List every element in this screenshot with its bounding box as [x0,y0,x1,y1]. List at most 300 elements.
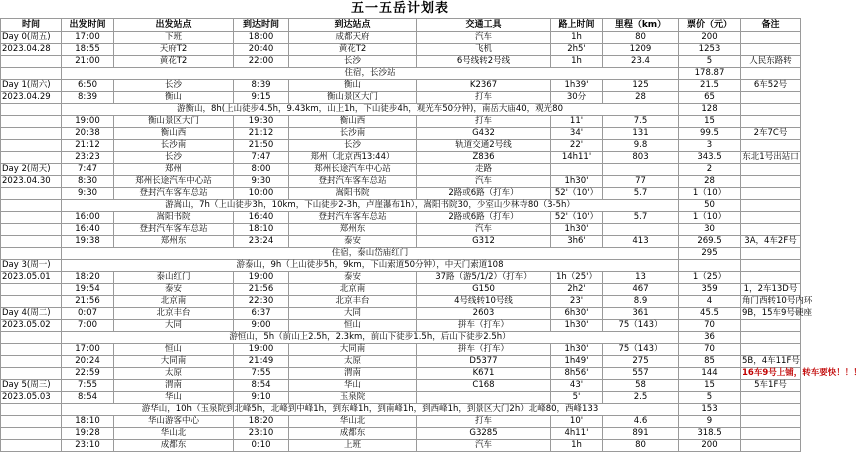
table-cell[interactable] [741,92,801,104]
table-cell[interactable]: 太原 [289,356,417,368]
header-cell[interactable]: 出发站点 [114,19,234,32]
table-cell[interactable] [1,296,62,308]
table-cell[interactable]: 1h [551,56,603,68]
table-cell[interactable]: 21:00 [62,56,114,68]
table-cell[interactable]: 2路或6路（打车） [417,212,551,224]
table-cell[interactable]: 14h11' [551,152,603,164]
table-cell[interactable]: 大同南 [114,356,234,368]
table-cell[interactable]: 郑州长途汽车中心站 [289,164,417,176]
table-cell[interactable]: 22:00 [234,56,289,68]
table-cell[interactable]: 19:00 [234,272,289,284]
table-cell[interactable]: Day 3(周一) [1,260,62,272]
table-cell[interactable]: Day 4(周二) [1,308,62,320]
table-cell[interactable]: 登封汽车客车总站 [114,188,234,200]
table-cell[interactable]: 1209 [603,44,679,56]
table-cell[interactable]: 角门西转10号内环 [742,296,813,306]
table-cell[interactable] [1,224,62,236]
table-cell[interactable]: 77 [603,176,679,188]
table-cell[interactable] [741,188,801,200]
table-cell[interactable] [741,224,801,236]
table-cell[interactable]: 飞机 [417,44,551,56]
table-cell[interactable]: 7:55 [62,380,114,392]
table-cell[interactable]: 21:12 [62,140,114,152]
table-cell[interactable]: 30分 [551,92,603,104]
table-cell[interactable]: 上班 [289,440,417,452]
table-cell[interactable] [1,128,62,140]
table-cell[interactable]: 1h30' [551,344,603,356]
table-cell[interactable]: 2路或6路（打车） [417,188,551,200]
table-cell[interactable]: 16:40 [234,212,289,224]
table-cell[interactable]: 58 [603,380,679,392]
table-cell[interactable]: Z836 [417,152,551,164]
table-cell[interactable]: 2h5' [551,44,603,56]
table-cell[interactable]: 衡山景区大门 [114,116,234,128]
table-cell[interactable] [741,140,801,152]
table-cell[interactable]: 19:54 [62,284,114,296]
table-cell[interactable] [1,152,62,164]
table-cell[interactable]: 23:24 [234,236,289,248]
table-cell[interactable]: 131 [603,128,679,140]
table-cell[interactable]: 2.5 [603,392,679,404]
table-cell[interactable]: 1（10） [679,212,741,224]
table-cell[interactable]: 5 [679,56,741,68]
table-cell[interactable] [417,392,551,404]
table-cell[interactable]: 80 [603,32,679,44]
table-cell[interactable] [1,56,62,68]
table-cell[interactable]: 70 [679,320,741,332]
table-cell[interactable]: 153 [679,404,741,416]
table-cell[interactable]: 7:47 [234,152,289,164]
table-cell[interactable]: 人民东路转 [741,56,801,68]
table-cell[interactable] [603,224,679,236]
table-cell[interactable]: 23:23 [62,152,114,164]
table-cell[interactable]: 5.7 [603,188,679,200]
table-cell[interactable]: 36 [679,332,741,344]
table-cell[interactable]: 1h [551,32,603,44]
table-cell[interactable] [1,104,62,116]
table-cell[interactable]: 登封汽车客车总站 [289,212,417,224]
table-cell[interactable]: 18:55 [62,44,114,56]
table-cell[interactable]: 7:00 [62,320,114,332]
table-cell[interactable]: 19:00 [234,344,289,356]
table-cell[interactable]: 2603 [417,308,551,320]
table-cell[interactable] [603,164,679,176]
table-cell[interactable] [741,272,801,284]
header-cell[interactable]: 票价（元） [679,19,741,32]
table-cell[interactable]: D5377 [417,356,551,368]
table-cell[interactable]: 长沙 [289,56,417,68]
table-cell[interactable]: 0:07 [62,308,114,320]
table-cell[interactable]: G432 [417,128,551,140]
table-cell[interactable]: 52'（10'） [551,188,603,200]
table-cell[interactable]: 4号线转10号线 [417,296,551,308]
table-cell[interactable]: 20:24 [62,356,114,368]
table-cell[interactable]: 2023.04.30 [1,176,62,188]
table-cell[interactable]: G150 [417,284,551,296]
table-cell[interactable]: 郑州东 [289,224,417,236]
header-cell[interactable]: 里程（km） [603,19,679,32]
table-cell[interactable]: K2367 [417,80,551,92]
table-cell[interactable] [741,32,801,44]
table-cell[interactable]: 成都天府 [289,32,417,44]
table-cell[interactable]: 128 [679,104,741,116]
table-cell[interactable]: 玉泉院 [289,392,417,404]
table-cell[interactable]: 20:40 [234,44,289,56]
table-cell[interactable]: 泰山红门 [114,272,234,284]
table-cell[interactable]: 1h39' [551,80,603,92]
table-cell[interactable]: 467 [603,284,679,296]
table-cell[interactable]: 9.8 [603,140,679,152]
table-cell[interactable]: 走路 [417,164,551,176]
table-cell[interactable]: 5.7 [603,212,679,224]
table-cell[interactable]: 22:30 [234,296,289,308]
table-cell[interactable]: 6h30' [551,308,603,320]
merged-cell[interactable]: 游恒山，5h（前山上2.5h，2.3km，前山下徒步1.5h，后山下徒步2.5h） [62,332,679,344]
table-cell[interactable]: 9:15 [234,92,289,104]
table-cell[interactable]: 22' [551,140,603,152]
table-cell[interactable]: 9:30 [234,176,289,188]
merged-cell[interactable]: 住宿，长沙站 [62,68,679,80]
table-cell[interactable] [1,68,62,80]
table-cell[interactable]: 黄花T2 [289,44,417,56]
table-cell[interactable]: C168 [417,380,551,392]
table-cell[interactable]: 23.4 [603,56,679,68]
table-cell[interactable]: 85 [679,356,741,368]
table-cell[interactable] [741,344,801,356]
table-cell[interactable]: 269.5 [679,236,741,248]
table-cell[interactable]: 8:39 [62,92,114,104]
table-cell[interactable]: 20:38 [62,128,114,140]
table-cell[interactable]: 70 [679,344,741,356]
table-cell[interactable]: 3 [679,140,741,152]
header-cell[interactable]: 到达时间 [234,19,289,32]
table-cell[interactable]: 恒山 [114,344,234,356]
table-cell[interactable]: 郑州东 [114,236,234,248]
table-cell[interactable]: 22:59 [62,368,114,380]
table-cell[interactable] [741,392,801,404]
table-cell[interactable] [741,320,801,332]
table-cell[interactable]: 5车1F号 [741,380,801,392]
table-cell[interactable]: 渭南 [289,368,417,380]
table-cell[interactable]: 打车 [417,416,551,428]
table-cell[interactable]: 1h（25'） [551,272,603,284]
table-cell[interactable] [1,440,62,452]
table-cell[interactable]: 7:47 [62,164,114,176]
table-cell[interactable] [741,248,801,260]
table-cell[interactable]: 23:10 [62,440,114,452]
table-cell[interactable]: 18:10 [62,416,114,428]
table-cell[interactable] [1,284,62,296]
table-cell[interactable]: 汽车 [417,32,551,44]
table-cell[interactable]: 1h49' [551,356,603,368]
table-cell[interactable] [1,236,62,248]
table-cell[interactable]: 125 [603,80,679,92]
table-cell[interactable]: 28 [603,92,679,104]
table-cell[interactable]: 泰安 [289,236,417,248]
table-cell[interactable] [741,428,801,440]
table-cell[interactable]: 200 [679,32,741,44]
table-cell[interactable]: 1（10） [679,188,741,200]
table-cell[interactable] [551,164,603,176]
table-cell[interactable]: 19:28 [62,428,114,440]
table-cell[interactable]: 295 [679,248,741,260]
table-cell[interactable]: 9 [679,416,741,428]
table-cell[interactable]: 1（25） [679,272,741,284]
table-cell[interactable]: K671 [417,368,551,380]
table-cell[interactable]: 5B，4车11F号 [742,356,800,366]
table-cell[interactable]: 5' [551,392,603,404]
table-cell[interactable]: 1h30' [551,224,603,236]
table-cell[interactable] [1,332,62,344]
table-cell[interactable]: 渭南 [114,380,234,392]
table-cell[interactable]: 8:39 [234,80,289,92]
table-cell[interactable]: 34' [551,128,603,140]
header-cell[interactable]: 交通工具 [417,19,551,32]
merged-cell[interactable]: 住宿，泰山岱庙红门 [62,248,679,260]
table-cell[interactable]: 3h6' [551,236,603,248]
table-cell[interactable]: 19:38 [62,236,114,248]
table-cell[interactable]: 华山北 [289,416,417,428]
table-cell[interactable]: 343.5 [679,152,741,164]
table-cell[interactable]: 大同 [289,308,417,320]
table-cell[interactable]: 15 [679,116,741,128]
table-cell[interactable] [741,200,801,212]
table-cell[interactable]: 北京丰台 [114,308,234,320]
table-cell[interactable]: 13 [603,272,679,284]
table-cell[interactable]: 长沙 [289,140,417,152]
table-cell[interactable]: 21:56 [234,284,289,296]
table-cell[interactable]: 打车 [417,92,551,104]
table-cell[interactable]: 557 [603,368,679,380]
table-cell[interactable] [1,140,62,152]
table-cell[interactable]: 郑州（北京西13:44） [289,152,417,164]
table-cell[interactable]: 45.5 [679,308,741,320]
table-cell[interactable]: 轨道交通2号线 [417,140,551,152]
table-cell[interactable] [741,164,801,176]
table-cell[interactable]: 8:54 [234,380,289,392]
table-cell[interactable]: 4h11' [551,428,603,440]
table-cell[interactable] [1,188,62,200]
table-cell[interactable]: 郑州 [114,164,234,176]
table-cell[interactable] [741,68,801,80]
table-cell[interactable]: 郑州长途汽车中心站 [114,176,234,188]
table-cell[interactable]: 太原 [114,368,234,380]
table-cell[interactable]: 2023.05.02 [1,320,62,332]
table-cell[interactable]: 18:10 [234,224,289,236]
table-cell[interactable] [741,116,801,128]
table-cell[interactable]: 18:20 [62,272,114,284]
table-cell[interactable]: 登封汽车客车总站 [289,176,417,188]
header-cell[interactable]: 路上时间 [551,19,603,32]
header-cell[interactable]: 时间 [1,19,62,32]
table-cell[interactable]: 打车 [417,116,551,128]
table-cell[interactable]: 75（143） [603,344,679,356]
table-cell[interactable]: 2023.05.03 [1,392,62,404]
table-cell[interactable] [741,104,801,116]
table-cell[interactable] [1,212,62,224]
table-cell[interactable]: 大同南 [289,344,417,356]
table-cell[interactable]: 成都东 [114,440,234,452]
table-cell[interactable]: 9:30 [62,188,114,200]
table-cell[interactable]: 天府T2 [114,44,234,56]
table-cell[interactable]: 80 [603,440,679,452]
merged-cell[interactable]: 游华山，10h（玉泉院到北峰5h，北峰到中峰1h，到东峰1h，到南峰1h，到西峰1h，到景区大门2h）北峰80，西峰133 [62,404,679,416]
table-cell[interactable] [1,116,62,128]
table-cell[interactable]: 6车52号 [741,80,801,92]
table-cell[interactable]: 泰安 [289,272,417,284]
table-cell[interactable] [741,332,801,344]
table-cell[interactable]: 泰安 [114,284,234,296]
table-cell[interactable]: 长沙 [114,152,234,164]
table-cell[interactable] [741,404,801,416]
table-cell[interactable]: 嵩阳书院 [114,212,234,224]
header-cell[interactable]: 到达站点 [289,19,417,32]
table-cell[interactable] [1,404,62,416]
table-cell[interactable]: 3A，4车2F号 [741,236,801,248]
table-cell[interactable]: 下班 [114,32,234,44]
table-cell[interactable]: 汽车 [417,176,551,188]
table-cell[interactable]: 华山游客中心 [114,416,234,428]
table-cell[interactable] [741,440,801,452]
table-cell[interactable]: 1253 [679,44,741,56]
table-cell[interactable] [1,368,62,380]
table-cell[interactable]: 北京南 [289,284,417,296]
table-cell[interactable] [741,260,801,272]
table-cell[interactable]: 19:00 [62,116,114,128]
table-cell[interactable]: G312 [417,236,551,248]
table-cell[interactable]: 7:55 [234,368,289,380]
table-cell[interactable]: 359 [679,284,741,296]
table-cell[interactable]: 华山 [289,380,417,392]
table-cell[interactable]: 803 [603,152,679,164]
table-cell[interactable] [741,176,801,188]
table-cell[interactable]: 1h30' [551,176,603,188]
table-cell[interactable] [1,344,62,356]
table-cell[interactable] [1,428,62,440]
table-cell[interactable]: 17:00 [62,344,114,356]
table-cell[interactable]: 9B，15车9号硬座 [742,308,812,318]
table-cell[interactable]: 52'（10'） [551,212,603,224]
table-cell[interactable]: 2h2' [551,284,603,296]
table-cell[interactable]: 178.87 [679,68,741,80]
table-cell[interactable]: 21:56 [62,296,114,308]
table-cell[interactable]: 16:40 [62,224,114,236]
table-cell[interactable]: 8h56' [551,368,603,380]
table-cell[interactable]: 275 [603,356,679,368]
table-cell[interactable]: 9:00 [234,320,289,332]
table-cell[interactable]: 30 [679,224,741,236]
table-cell[interactable]: 大同 [114,320,234,332]
table-cell[interactable] [679,260,741,272]
table-cell[interactable]: 21:49 [234,356,289,368]
header-cell[interactable]: 出发时间 [62,19,114,32]
table-cell[interactable]: 43' [551,380,603,392]
table-cell[interactable]: 衡山西 [289,116,417,128]
table-cell[interactable]: 4.6 [603,416,679,428]
table-cell[interactable]: 黄花T2 [114,56,234,68]
table-cell[interactable] [1,416,62,428]
table-cell[interactable]: 长沙南 [289,128,417,140]
table-cell[interactable]: 1h30' [551,320,603,332]
table-cell[interactable]: 11' [551,116,603,128]
table-cell[interactable]: 200 [679,440,741,452]
table-cell[interactable] [1,248,62,260]
table-cell[interactable]: 衡山景区大门 [289,92,417,104]
table-cell[interactable]: 17:00 [62,32,114,44]
table-cell[interactable]: Day 5(周三) [1,380,62,392]
table-cell[interactable]: 东北1号出站口 [742,152,799,162]
table-cell[interactable]: 拼车（打车） [417,344,551,356]
table-cell[interactable]: 75（143） [603,320,679,332]
table-cell[interactable]: 1h [551,440,603,452]
table-cell[interactable]: 144 [679,368,741,380]
table-cell[interactable]: G3285 [417,428,551,440]
table-cell[interactable]: 8.9 [603,296,679,308]
table-cell[interactable]: 1，2车13D号 [741,284,801,296]
table-cell[interactable]: 318.5 [679,428,741,440]
table-cell[interactable]: 登封汽车客车总站 [114,224,234,236]
table-cell[interactable]: 华山北 [114,428,234,440]
table-cell[interactable]: 21:50 [234,140,289,152]
table-cell[interactable]: 长沙南 [114,140,234,152]
table-cell[interactable]: 15 [679,380,741,392]
table-cell[interactable]: 10' [551,416,603,428]
table-cell[interactable]: 恒山 [289,320,417,332]
table-cell[interactable]: 361 [603,308,679,320]
table-cell[interactable]: 21:12 [234,128,289,140]
table-cell[interactable]: 9:10 [234,392,289,404]
table-cell[interactable]: 65 [679,92,741,104]
table-cell[interactable]: 2023.05.01 [1,272,62,284]
table-cell[interactable]: 汽车 [417,224,551,236]
table-cell[interactable]: 成都东 [289,428,417,440]
table-cell[interactable]: 嵩阳书院 [289,188,417,200]
table-cell[interactable]: 5 [679,392,741,404]
table-cell[interactable]: 891 [603,428,679,440]
table-cell[interactable]: Day 1(周六) [1,80,62,92]
table-cell[interactable]: 6号线转2号线 [417,56,551,68]
table-cell[interactable]: 2023.04.29 [1,92,62,104]
header-cell[interactable]: 备注 [741,19,801,32]
table-cell[interactable]: 汽车 [417,440,551,452]
table-cell[interactable]: 2 [679,164,741,176]
table-cell[interactable]: 8:00 [234,164,289,176]
table-cell[interactable]: 华山 [114,392,234,404]
table-cell[interactable]: 18:00 [234,32,289,44]
table-cell[interactable] [741,416,801,428]
table-cell[interactable]: 99.5 [679,128,741,140]
table-cell[interactable]: 8:54 [62,392,114,404]
table-cell[interactable]: 23:10 [234,428,289,440]
table-cell[interactable]: 413 [603,236,679,248]
table-cell[interactable]: 23' [551,296,603,308]
table-cell[interactable]: 拼车（打车） [417,320,551,332]
merged-cell[interactable]: 游衡山，8h(上山徒步4.5h，9.43km，山上1h，下山徒步4h，观光车50分钟)，南岳大庙40，观光80 [62,104,679,116]
table-cell[interactable]: 21.5 [679,80,741,92]
table-cell[interactable]: 0:10 [234,440,289,452]
table-cell[interactable]: 6:50 [62,80,114,92]
table-cell[interactable] [1,200,62,212]
table-cell[interactable]: Day 2(周天) [1,164,62,176]
merged-cell[interactable]: 游嵩山，7h（上山徒步3h，10km，下山徒步2-3h，卢崖瀑布1h），嵩阳书院30，少室山少林寺80（3-5h） [62,200,679,212]
table-cell[interactable]: 衡山 [289,80,417,92]
table-cell[interactable]: 28 [679,176,741,188]
table-cell[interactable]: 7.5 [603,116,679,128]
table-cell[interactable]: 37路（游5/1/2）（打车） [417,272,551,284]
table-cell[interactable]: 衡山 [114,92,234,104]
table-cell[interactable]: 北京南 [114,296,234,308]
table-cell[interactable] [1,356,62,368]
